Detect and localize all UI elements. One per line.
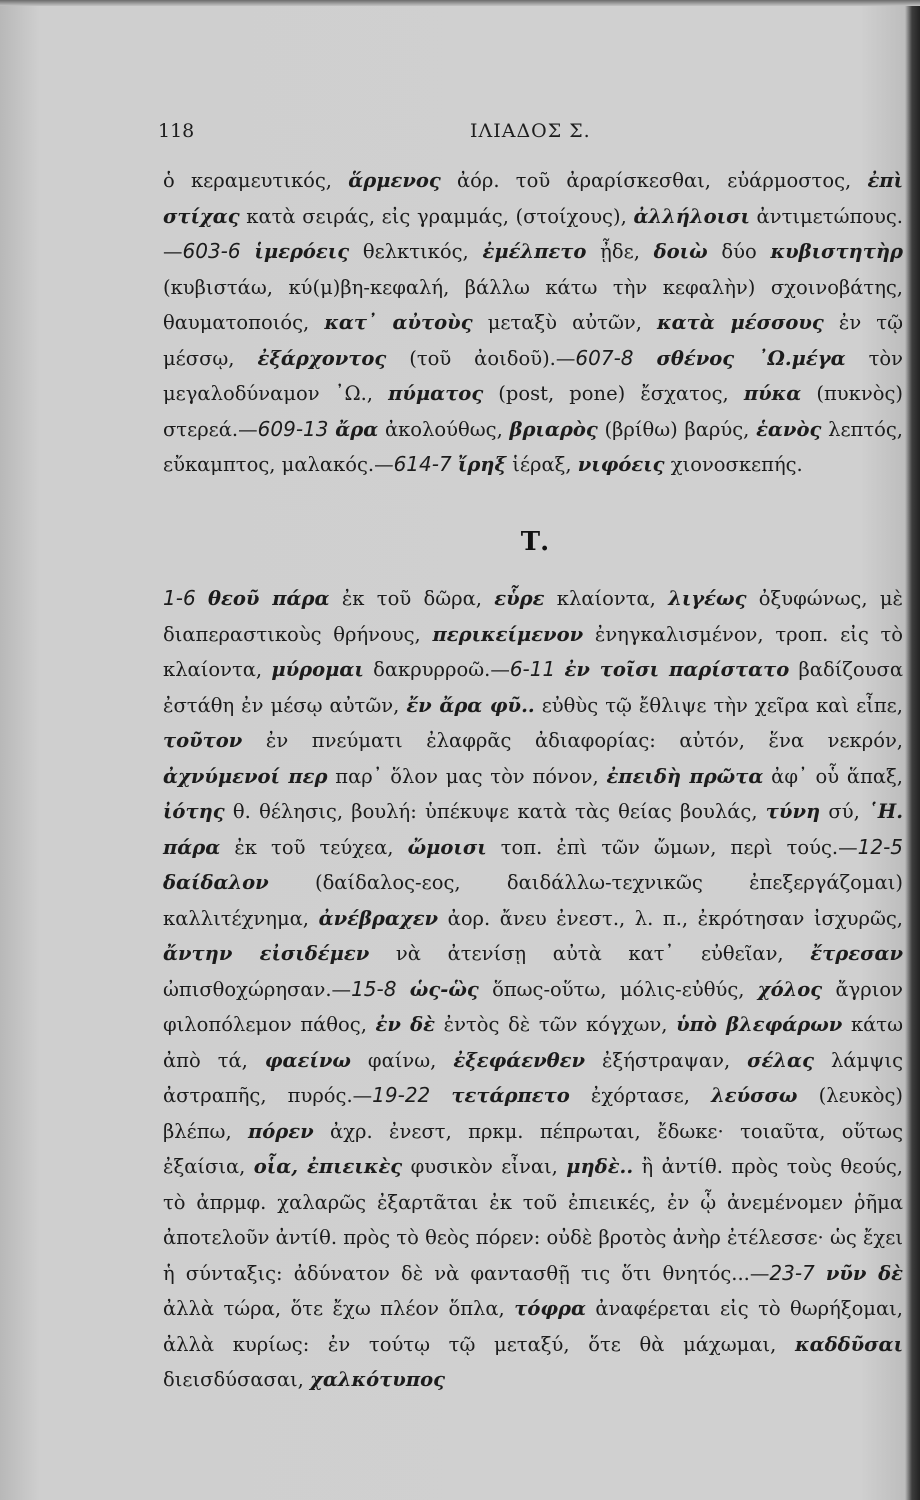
- lemma-term: βριαρὸς: [509, 417, 598, 441]
- lemma-term: θεοῦ πάρα: [207, 587, 330, 610]
- lemma-term: μύρομαι: [271, 658, 364, 681]
- lemma-term: χόλος: [757, 977, 823, 1001]
- page-header: [0, 120, 920, 148]
- gloss-text: ἐκ τοῦ δῶρα,: [329, 587, 495, 610]
- lemma-term: ἀχνύμενοί περ: [163, 764, 328, 788]
- gloss-text: φυσικὸν εἶναι,: [402, 1155, 567, 1178]
- line-reference: 607-8: [575, 345, 634, 370]
- line-reference: 15-8: [351, 976, 397, 1001]
- gloss-text: ἐν πνεύματι ἐλαφρᾶς ἀδιαφορίας: αὐτόν, ἕνα νεκρόν,: [242, 729, 903, 752]
- gloss-text: ἢ ἀντίθ. πρὸς τοὺς θεούς, τὸ ἀπρμφ. χαλαρῶς ἐξαρτᾶται ἐκ τοῦ ἐπιεικές, ἐν ᾧ ἀνεμένομεν ῥῆμα ἀποτελοῦν ἀντίθ. πρὸς τὸ θεὸς πόρεν: οὐδὲ βροτὸς ἀνὴρ ἐτέλεσσε· ὡς ἔχει ἡ σύνταξις: ἀδύνατον δὲ νὰ φαντασθῇ τις ὅτι θνητός...—: [163, 1155, 904, 1285]
- lemma-term: ἄρα: [335, 417, 379, 441]
- lemma-term: ἔτρεσαν: [810, 942, 903, 965]
- gloss-text: τὸν μεγαλοδύναμον ᾽Ω.,: [163, 346, 903, 405]
- lemma-term: ὡς-ὣς: [409, 977, 479, 1001]
- lemma-term: δαίδαλον: [163, 871, 269, 894]
- page-top-edge: [0, 0, 920, 6]
- gloss-text: (post, pone) ἔσχατος,: [483, 382, 744, 405]
- gloss-text: σύ,: [820, 800, 869, 823]
- gloss-text: (κυβιστάω, κύ(μ)βη-κεφαλή, βάλλω κάτω τὴν κεφαλὴν) σχοινοβάτης, θαυματοποιός,: [163, 275, 903, 334]
- lemma-term: δοιὼ: [653, 240, 708, 263]
- line-reference: 19-22: [372, 1083, 431, 1107]
- gloss-text: ὠπισθοχώρησαν.—: [163, 977, 352, 1001]
- lemma-term: πόρεν: [248, 1119, 314, 1143]
- gloss-text: διεισδύσασαι,: [163, 1368, 311, 1391]
- gloss-text: ἀόρ. τοῦ ἀραρίσκεσθαι, εὐάρμοστος,: [440, 169, 868, 192]
- line-reference: 1-6: [163, 586, 196, 610]
- gloss-text: [634, 347, 657, 370]
- gloss-text: ἐν τῷ μέσσῳ,: [163, 311, 903, 370]
- page-number: 118: [158, 120, 195, 142]
- gloss-text: παρ᾽ ὅλον μας τὸν πόνον,: [327, 764, 607, 788]
- gloss-text: χιονοσκεπής.: [664, 453, 803, 476]
- lemma-term: σθένος ᾽Ω.μέγα: [656, 346, 846, 370]
- lemma-term: λιγέως: [668, 587, 747, 610]
- lemma-term: λεύσσω: [711, 1084, 798, 1107]
- line-reference: 603-6: [182, 239, 241, 263]
- gloss-text: φαίνω,: [350, 1048, 454, 1072]
- lemma-term: νιφόεις: [577, 453, 665, 476]
- gloss-text: ἀορ. ἄνευ ἐνεστ., λ. π., ἐκρότησαν ἰσχυρῶς,: [438, 906, 903, 930]
- running-title: ΙΛΙΑΔΟΣ Σ.: [470, 120, 591, 142]
- gloss-text: κατὰ σειράς, εἰς γραμμάς, (στοίχους),: [239, 204, 634, 228]
- gloss-text: ἱέραξ,: [506, 453, 578, 476]
- gloss-text: ἀκολούθως,: [378, 417, 510, 441]
- gloss-text: ἐνηγκαλισμένον, τροπ. εἰς τὸ κλαίοντα,: [163, 622, 904, 681]
- lemma-term: τοῦτον: [163, 729, 243, 752]
- line-reference: 23-7: [769, 1260, 815, 1285]
- gloss-text: θ. θέλησις, βουλή: ὑπέκυψε κατὰ τὰς θείας βουλάς,: [224, 800, 766, 823]
- gloss-text: ἀχρ. ἐνεστ, πρκμ. πέπρωται, ἔδωκε· τοιαῦτα, οὕτως ἐξαίσια,: [163, 1119, 904, 1178]
- gloss-text: δακρυρροῶ.—: [363, 658, 510, 681]
- gloss-text: (δαίδαλος-εος, δαιδάλλω-τεχνικῶς ἐπεξεργάζομαι) καλλιτέχνημα,: [163, 871, 903, 930]
- lemma-term: καδδῦσαι: [795, 1332, 903, 1356]
- lemma-term: ἀλλήλοισι: [633, 204, 750, 228]
- lemma-term: περικείμενον: [432, 622, 584, 646]
- gloss-text: ᾖδε,: [586, 240, 654, 263]
- lemma-term: εὗρε: [494, 587, 545, 610]
- lemma-term: ἴρηξ: [457, 453, 507, 476]
- gloss-text: [196, 587, 208, 610]
- gloss-text: [430, 1084, 451, 1107]
- lemma-term: ἅρμενος: [348, 169, 441, 192]
- lemma-term: κατ᾽ αὐτοὺς: [324, 311, 473, 334]
- commentary-paragraph-1: [163, 163, 903, 483]
- lemma-term: ἐξεφάενθεν: [453, 1048, 586, 1072]
- gloss-text: ἐκ τοῦ τεύχεα,: [220, 835, 408, 859]
- lemma-term: ἐμέλπετο: [482, 240, 587, 263]
- section-heading: Τ.: [520, 527, 550, 557]
- gloss-text: ἀλλὰ τώρα, ὅτε ἔχω πλέον ὅπλα,: [163, 1297, 515, 1320]
- gloss-text: (βρίθω) βαρύς,: [597, 417, 757, 441]
- gloss-text: [241, 240, 255, 263]
- gloss-text: κάτω ἀπὸ τά,: [163, 1013, 903, 1072]
- lemma-term: ἐπειδὴ πρῶτα: [606, 764, 764, 788]
- lemma-term: φαείνω: [264, 1048, 351, 1072]
- gloss-text: θελκτικός,: [349, 240, 483, 263]
- gloss-text: λεπτός, εὔκαμπτος, μαλακός.—: [163, 417, 904, 476]
- lemma-term: κατὰ μέσσους: [657, 311, 824, 334]
- gloss-text: (λευκὸς) βλέπω,: [163, 1084, 904, 1143]
- lemma-term: πύματος: [388, 382, 484, 405]
- lemma-term: ὤμοισι: [407, 835, 487, 859]
- commentary-paragraph-2: [163, 581, 903, 1398]
- line-reference: 609-13: [257, 416, 329, 441]
- gloss-text: ἐξήστραψαν,: [585, 1048, 748, 1072]
- lemma-term: ἐν δὲ: [375, 1013, 436, 1036]
- gloss-text: ἀναφέρεται εἰς τὸ θωρήξομαι, ἀλλὰ κυρίως: ἐν τούτῳ τῷ μεταξύ, ὅτε θὰ μάχωμαι,: [163, 1297, 903, 1356]
- gloss-text: (πυκνὸς) στερεά.—: [163, 382, 903, 441]
- gloss-text: ὀξυφώνως, μὲ διαπεραστικοὺς θρήνους,: [163, 587, 903, 646]
- gloss-text: ὅπως-οὕτω, μόλις-εὐθύς,: [478, 977, 758, 1001]
- lemma-term: πύκα: [743, 382, 802, 405]
- lemma-term: μηδὲ..: [566, 1155, 634, 1178]
- lemma-term: τετάρπετο: [451, 1084, 570, 1107]
- lemma-term: ῾Η. πάρα: [163, 800, 903, 859]
- gloss-text: δύο: [707, 240, 771, 263]
- gloss-text: νὰ ἀτενίσῃ αὐτὰ κατ᾽ εὐθεῖαν,: [369, 942, 811, 965]
- lemma-term: ἀνέβραχεν: [318, 906, 439, 930]
- lemma-term: οἷα, ἐπιεικὲς: [253, 1155, 403, 1178]
- lemma-term: τόφρα: [514, 1297, 586, 1320]
- gloss-text: τοπ. ἐπὶ τῶν ὤμων, περὶ τούς.—: [486, 835, 858, 859]
- gloss-text: ἐντὸς δὲ τῶν κόγχων,: [435, 1013, 677, 1036]
- lemma-term: ἱμερόεις: [254, 240, 350, 263]
- gloss-text: εὐθὺς τῷ ἔθλιψε τὴν χεῖρα καὶ εἶπε,: [534, 693, 903, 717]
- lemma-term: ἐν τοῖσι παρίστατο: [564, 658, 790, 681]
- gloss-text: ἀντιμετώπους.—: [163, 204, 903, 263]
- lemma-term: σέλας: [747, 1048, 814, 1072]
- lemma-term: κυβιστητὴρ: [770, 240, 904, 263]
- lemma-term: χαλκότυπος: [310, 1368, 445, 1391]
- lemma-term: ἔν ἄρα φῦ..: [406, 693, 535, 717]
- gloss-text: βαδίζουσα ἐστάθη ἐν μέσῳ αὐτῶν,: [163, 658, 903, 717]
- lemma-term: ἑανὸς: [756, 417, 822, 441]
- gloss-text: [396, 978, 409, 1001]
- gloss-text: μεταξὺ αὐτῶν,: [472, 311, 658, 334]
- gloss-text: κλαίοντα,: [544, 587, 669, 610]
- lemma-term: νῦν δὲ: [825, 1261, 903, 1285]
- gloss-text: ἄγριον φιλοπόλεμον πάθος,: [163, 977, 903, 1036]
- line-reference: 12-5: [857, 834, 904, 859]
- lemma-term: ἰότης: [163, 800, 225, 823]
- lemma-term: τύνη: [765, 800, 821, 823]
- gloss-text: [815, 1262, 826, 1285]
- gloss-text: λάμψις ἀστραπῆς, πυρός.—: [163, 1048, 904, 1107]
- gloss-text: ἐχόρτασε,: [569, 1084, 712, 1107]
- gloss-text: (τοῦ ἀοιδοῦ).—: [386, 346, 576, 370]
- line-reference: 6-11: [509, 657, 556, 681]
- lemma-term: ἐπὶ στίχας: [163, 169, 904, 228]
- gloss-text: ἀφ᾽ οὗ ἅπαξ,: [763, 764, 904, 788]
- gloss-text: ὁ κεραμευτικός,: [163, 169, 349, 192]
- lemma-term: ἄντην εἰσιδέμεν: [163, 942, 370, 965]
- lemma-term: ἐξάρχοντος: [257, 346, 387, 370]
- line-reference: 614-7: [393, 452, 452, 476]
- lemma-term: ὑπὸ βλεφάρων: [676, 1013, 843, 1036]
